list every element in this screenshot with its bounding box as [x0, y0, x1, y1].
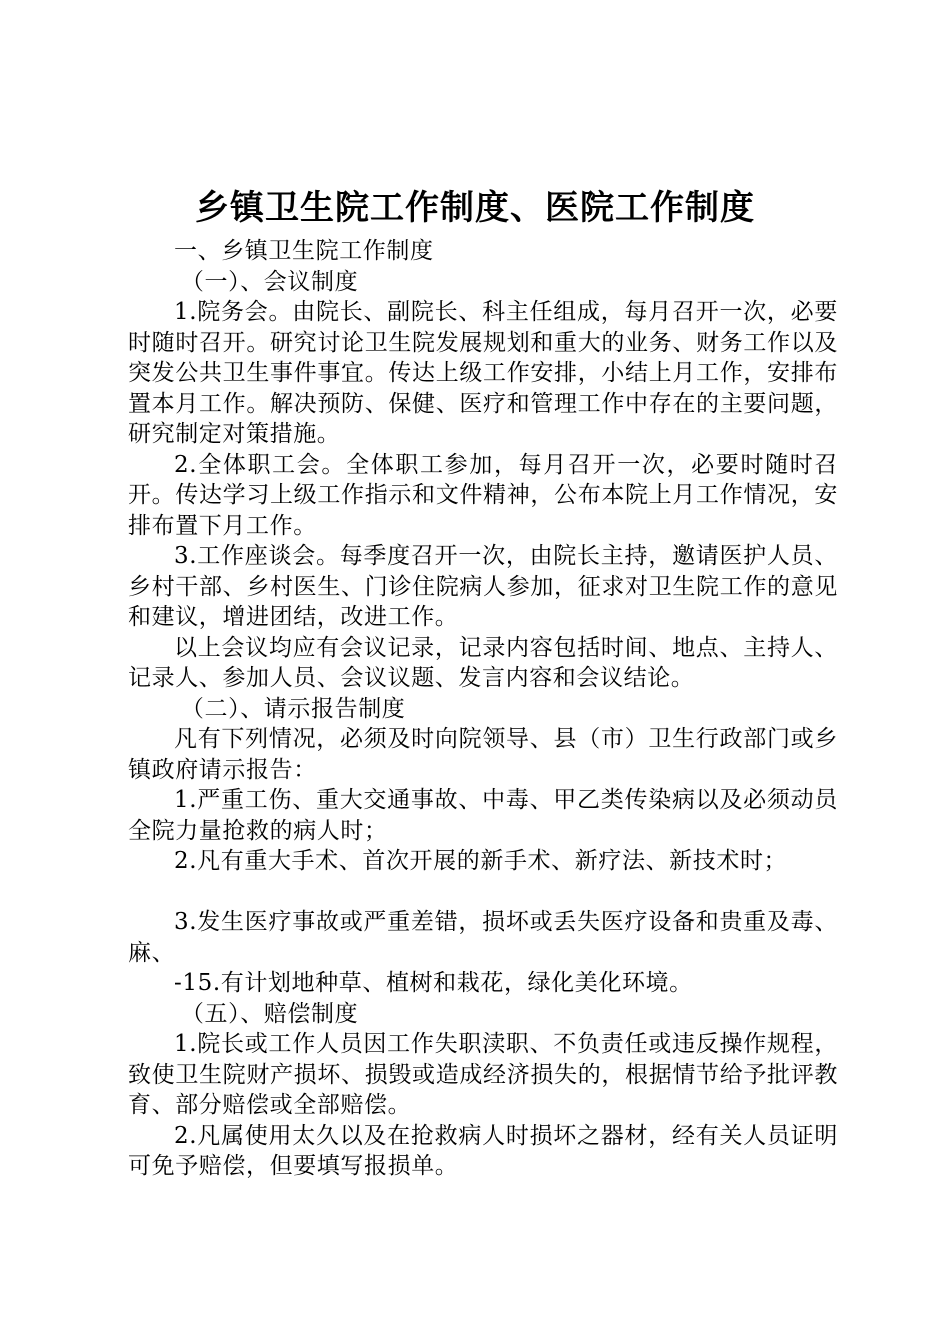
paragraph: 以上会议均应有会议记录，记录内容包括时间、地点、主持人、记录人、参加人员、会议议题、发言内容和会议结论。	[128, 634, 838, 691]
blank-line	[128, 877, 838, 908]
subsection-heading: （一）、会议制度	[180, 268, 359, 295]
paragraph: 2.凡有重大手术、首次开展的新手术、新疗法、新技术时；	[174, 848, 788, 874]
paragraph: -15.有计划地种草、植树和栽花，绿化美化环境。	[174, 970, 693, 996]
paragraph: 3.发生医疗事故或严重差错，损坏或丢失医疗设备和贵重及毒、麻、	[128, 909, 838, 966]
subsection-heading: （二）、请示报告制度	[180, 695, 406, 722]
paragraph: 2.凡属使用太久以及在抢救病人时损坏之器材，经有关人员证明可免予赔偿，但要填写报损单。	[128, 1122, 838, 1179]
subsection-heading: （五）、赔偿制度	[180, 1000, 359, 1027]
document-body	[128, 236, 838, 1182]
paragraph: 2.全体职工会。全体职工参加，每月召开一次，必要时随时召开。传达学习上级工作指示和文件精神，公布本院上月工作情况，安排布置下月工作。	[128, 451, 838, 539]
paragraph: 3.工作座谈会。每季度召开一次，由院长主持，邀请医护人员、乡村干部、乡村医生、门诊住院病人参加，征求对卫生院工作的意见和建议，增进团结，改进工作。	[128, 543, 838, 630]
paragraph: 1.严重工伤、重大交通事故、中毒、甲乙类传染病以及必须动员全院力量抢救的病人时；	[128, 787, 838, 844]
paragraph: 1.院务会。由院长、副院长、科主任组成，每月召开一次，必要时随时召开。研究讨论卫生院发展规划和重大的业务、财务工作以及突发公共卫生事件事宜。传达上级工作安排，小结上月工作，安排布置本月工作。解决预防、保健、医疗和管理工作中存在的主要问题，研究制定对策措施。	[128, 299, 838, 447]
section-heading: 一、乡镇卫生院工作制度	[174, 238, 434, 264]
paragraph: 凡有下列情况，必须及时向院领导、县（市）卫生行政部门或乡镇政府请示报告：	[128, 726, 838, 783]
paragraph: 1.院长或工作人员因工作失职渎职、不负责任或违反操作规程，致使卫生院财产损坏、损毁或造成经济损失的，根据情节给予批评教育、部分赔偿或全部赔偿。	[128, 1031, 838, 1118]
document-title: 乡镇卫生院工作制度、医院工作制度	[195, 188, 755, 228]
